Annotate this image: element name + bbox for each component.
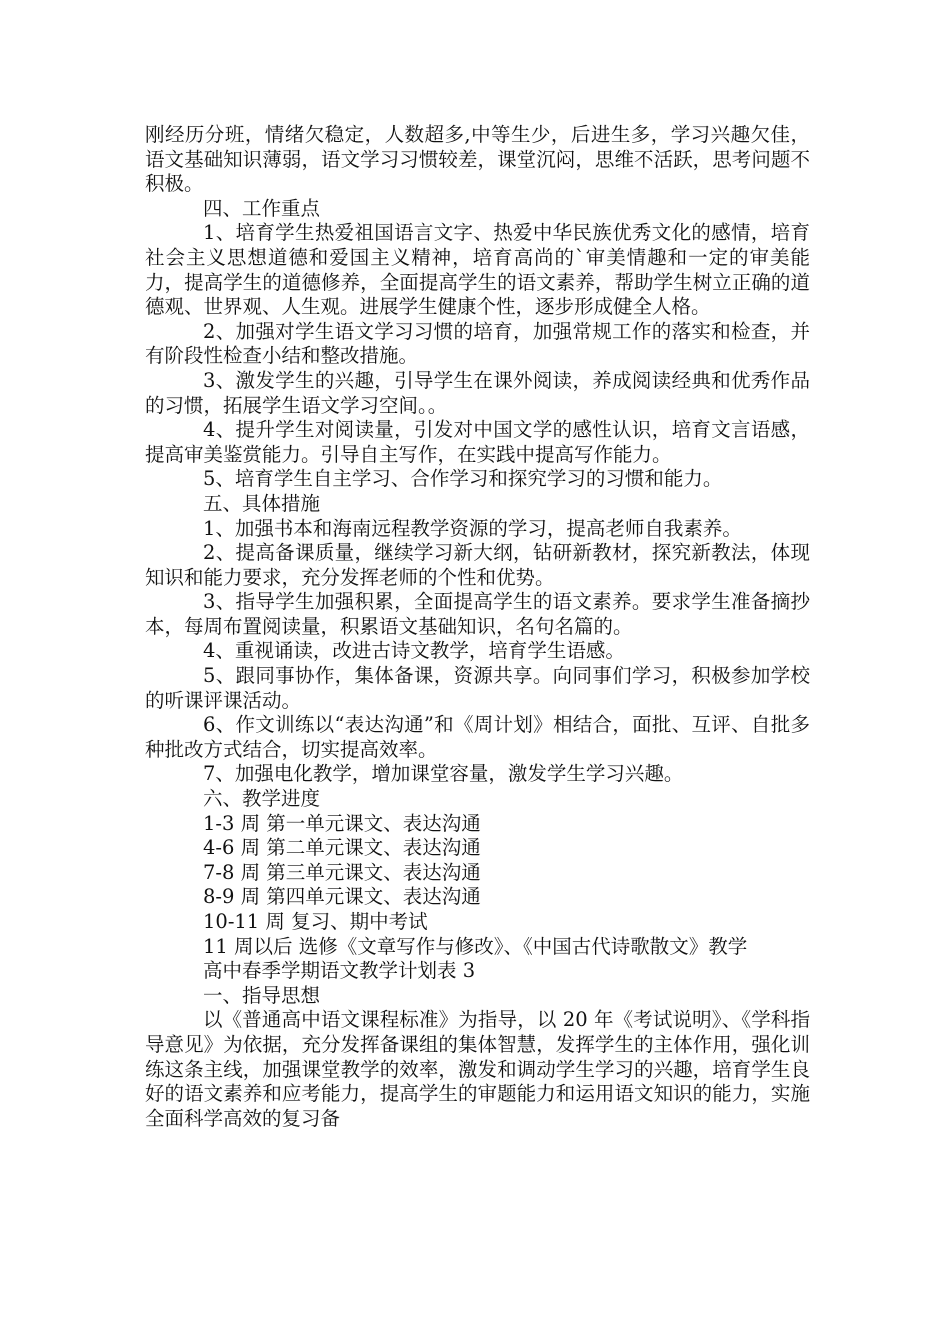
schedule-row-weeks-4-6: 4-6 周 第二单元课文、表达沟通 bbox=[203, 836, 481, 860]
heading-schedule: 六、教学进度 bbox=[203, 787, 321, 811]
schedule-row-weeks-10-11: 10-11 周 复习、期中考试 bbox=[203, 910, 428, 933]
list-item-measure-2: 2、提高备课质量，继续学习新大纲，钻研新教材，探究新教法，体现知识和能力要求，充分发挥老师的个性和优势。 bbox=[145, 541, 810, 589]
list-item-focus-1: 1、培育学生热爱祖国语言文字、热爱中华民族优秀文化的感情，培育社会主义思想道德和爱国主义精神，培育高尚的`审美情趣和一定的审美能力，提高学生的道德修养，全面提高学生的语文素养，帮助学生树立正确的道德观、世界观、人生观。进展学生健康个性，逐步形成健全人格。 bbox=[145, 221, 810, 319]
schedule-row-after-week-11: 11 周以后 选修《文章写作与修改》、《中国古代诗歌散文》教学 bbox=[203, 934, 748, 958]
heading-guiding-ideology: 一、指导思想 bbox=[203, 983, 321, 1007]
document-body bbox=[145, 123, 810, 1131]
paragraph-intro-continuation: 刚经历分班，情绪欠稳定，人数超多,中等生少，后进生多，学习兴趣欠佳，语文基础知识薄弱，语文学习习惯较差，课堂沉闷，思维不活跃，思考问题不积极。 bbox=[145, 123, 810, 196]
list-item-focus-5: 5、培育学生自主学习、合作学习和探究学习的习惯和能力。 bbox=[203, 467, 723, 491]
list-item-measure-6: 6、作文训练以“表达沟通”和《周计划》相结合，面批、互评、自批多种批改方式结合，切实提高效率。 bbox=[145, 713, 810, 761]
schedule-row-weeks-1-3: 1-3 周 第一单元课文、表达沟通 bbox=[203, 811, 481, 835]
list-item-focus-3: 3、激发学生的兴趣，引导学生在课外阅读，养成阅读经典和优秀作品的习惯，拓展学生语文学习空间。。 bbox=[145, 368, 810, 417]
list-item-focus-4: 4、提升学生对阅读量，引发对中国文学的感性认识，培育文言语感，提高审美鉴赏能力。引导自主写作，在实践中提高写作能力。 bbox=[145, 418, 810, 466]
list-item-measure-7: 7、加强电化教学，增加课堂容量，激发学生学习兴趣。 bbox=[203, 762, 684, 786]
schedule-row-weeks-7-8: 7-8 周 第三单元课文、表达沟通 bbox=[203, 860, 481, 884]
list-item-focus-2: 2、加强对学生语文学习习惯的培育，加强常规工作的落实和检查，并有阶段性检查小结和整改措施。 bbox=[145, 319, 810, 368]
schedule-row-weeks-8-9: 8-9 周 第四单元课文、表达沟通 bbox=[203, 885, 481, 909]
list-item-measure-5: 5、跟同事协作，集体备课，资源共享。向同事们学习，积极参加学校的听课评课活动。 bbox=[145, 664, 810, 712]
section-title-plan-3: 高中春季学期语文教学计划表 3 bbox=[203, 959, 476, 983]
list-item-measure-4: 4、重视诵读，改进古诗文教学，培育学生语感。 bbox=[203, 639, 625, 663]
list-item-measure-1: 1、加强书本和海南远程教学资源的学习，提高老师自我素养。 bbox=[203, 516, 742, 540]
heading-work-focus: 四、工作重点 bbox=[203, 196, 321, 220]
list-item-measure-3: 3、指导学生加强积累，全面提高学生的语文素养。要求学生准备摘抄本，每周布置阅读量，积累语文基础知识，名句名篇的。 bbox=[145, 590, 810, 638]
heading-measures: 五、具体措施 bbox=[203, 491, 321, 515]
paragraph-guiding-ideology: 以《普通高中语文课程标准》为指导，以 20 年《考试说明》、《学科指导意见》为依据，充分发挥备课组的集体智慧，发挥学生的主体作用，强化训练这条主线，加强课堂教学的效率，激发和调动学生学习的兴趣，培育学生良好的语文素养和应考能力，提高学生的审题能力和运用语文知识的能力，实施全面科学高效的复习备 bbox=[145, 1008, 810, 1130]
